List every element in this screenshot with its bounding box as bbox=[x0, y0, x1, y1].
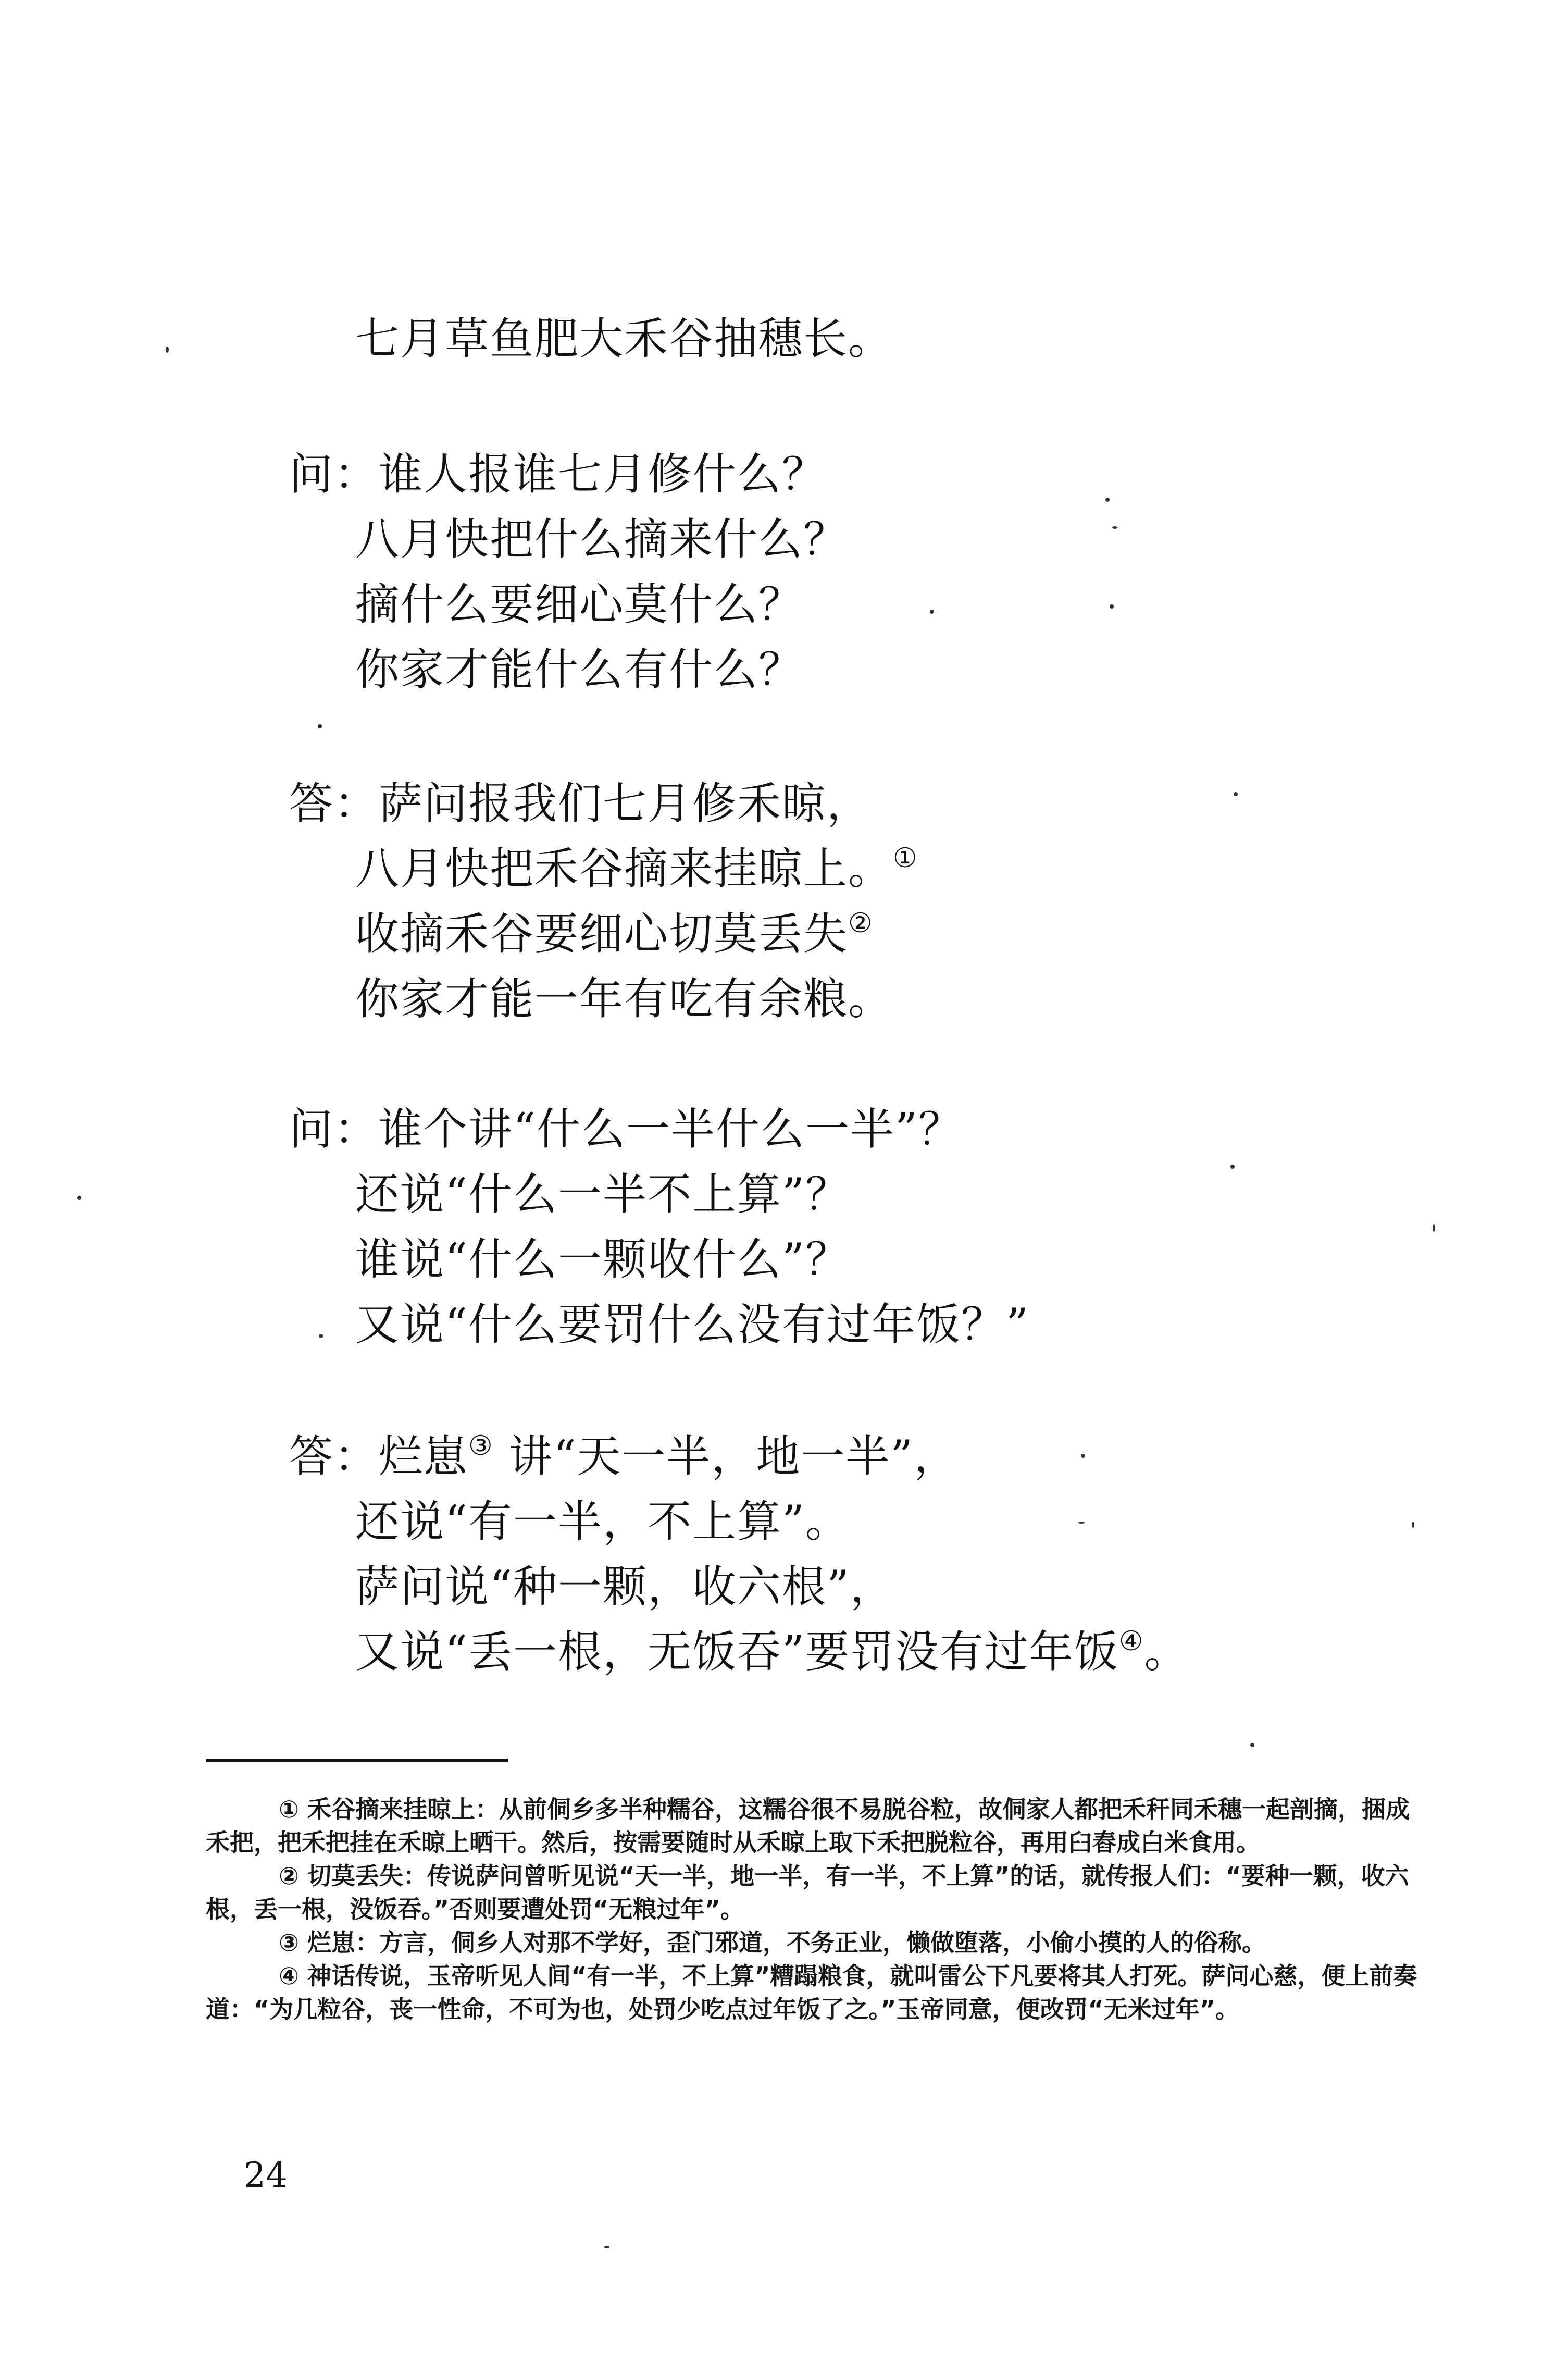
verse-text: 还说“什么一半不上算”？ bbox=[355, 1169, 850, 1220]
verse-text: 八月快把禾谷摘来挂晾上。 bbox=[355, 843, 893, 894]
verse-line bbox=[355, 1168, 850, 1220]
verse-line bbox=[355, 313, 893, 365]
scan-speck bbox=[318, 724, 322, 728]
verse-line bbox=[355, 578, 803, 630]
footnote-4: ④ 神话传说，玉帝听见人间“有一半，不上算”糟蹋粮食，就叫雷公下凡要将其人打死。萨问心慈，便上前奏道：“为几粒谷，丧一性命，不可为也，处罚少吃点过年饭了之。”玉帝同意，便改罚“无米过年”。 bbox=[206, 1962, 1417, 2023]
verse-text: 答：萨问报我们七月修禾晾， bbox=[289, 778, 872, 829]
verse-line bbox=[355, 1561, 895, 1613]
footnote-2: ② 切莫丢失：传说萨问曾听见说“天一半，地一半，有一半，不上算”的话，就传报人们：“要种一颗，收六根，丢一根，没饭吞。”否则要遭处罚“无粮过年”。 bbox=[206, 1862, 1409, 1923]
scan-speck bbox=[1230, 1165, 1235, 1169]
verse-text: 收摘禾谷要细心切莫丢失 bbox=[355, 908, 849, 959]
verse-line bbox=[289, 1430, 959, 1482]
verse-text: 八月快把什么摘来什么？ bbox=[355, 514, 849, 565]
footnote-mark: ④ bbox=[1118, 1626, 1144, 1657]
verse-line bbox=[355, 843, 918, 895]
scan-speck bbox=[604, 2246, 609, 2248]
verse-text: 又说“什么要罚什么没有过年饭？” bbox=[355, 1299, 1029, 1350]
scan-speck bbox=[166, 347, 169, 353]
scan-speck bbox=[1234, 792, 1238, 796]
verse-line bbox=[289, 448, 827, 500]
verse-line bbox=[355, 973, 893, 1025]
verse-line bbox=[355, 513, 848, 565]
verse-text: 七月草鱼肥大禾谷抽穗长。 bbox=[355, 313, 893, 364]
verse-text: 问：谁人报谁七月修什么？ bbox=[289, 449, 827, 500]
verse-line bbox=[289, 777, 872, 830]
footnote-3: ③ 烂崽：方言，侗乡人对那不学好，歪门邪道，不务正业，懒做堕落，小偷小摸的人的俗称。 bbox=[279, 1928, 1266, 1957]
footnotes bbox=[206, 1792, 1425, 2026]
scan-speck bbox=[1105, 498, 1110, 502]
footnote-mark: ② bbox=[848, 908, 874, 939]
verse-text: 问：谁个讲“什么一半什么一半”？ bbox=[289, 1104, 963, 1155]
scan-speck bbox=[1110, 604, 1114, 609]
scan-speck bbox=[1078, 1522, 1085, 1524]
footnote-mark: ③ bbox=[468, 1430, 494, 1462]
footnote-divider bbox=[206, 1759, 508, 1762]
verse-text: 讲“天一半，地一半”， bbox=[508, 1431, 959, 1482]
scan-speck bbox=[319, 1334, 323, 1338]
verse-line bbox=[355, 1233, 850, 1285]
scan-speck bbox=[1081, 1454, 1085, 1458]
scan-speck bbox=[1112, 526, 1117, 529]
verse-text: 答：烂崽 bbox=[289, 1431, 469, 1482]
verse-text: 还说“有一半，不上算”。 bbox=[355, 1496, 850, 1547]
scan-speck bbox=[77, 1196, 81, 1200]
verse-line bbox=[355, 644, 803, 696]
verse-text: 又说“丢一根，无饭吞”要罚没有过年饭 bbox=[355, 1626, 1119, 1677]
verse-text: 你家才能什么有什么？ bbox=[355, 644, 804, 695]
verse-text: 萨问说“种一颗，收六根”， bbox=[355, 1561, 895, 1612]
scan-speck bbox=[930, 610, 934, 614]
verse-line bbox=[355, 1298, 1029, 1351]
page-number: 24 bbox=[244, 2155, 288, 2195]
verse-text: 你家才能一年有吃有余粮。 bbox=[355, 973, 893, 1024]
verse-line bbox=[355, 1495, 850, 1548]
verse-text: 摘什么要细心莫什么？ bbox=[355, 579, 804, 630]
verse-text: 。 bbox=[1144, 1626, 1189, 1677]
scan-speck bbox=[1412, 1522, 1414, 1528]
verse-line bbox=[355, 1626, 1189, 1678]
scan-speck bbox=[1250, 1743, 1254, 1747]
footnote-mark: ① bbox=[893, 843, 918, 874]
footnote-1: ① 禾谷摘来挂晾上：从前侗乡多半种糯谷，这糯谷很不易脱谷粒，故侗家人都把禾秆同禾穗一起剖摘，捆成禾把，把禾把挂在禾晾上晒干。然后，按需要随时从禾晾上取下禾把脱粒谷，再用臼舂成白米食用。 bbox=[206, 1795, 1410, 1857]
verse-line bbox=[289, 1103, 963, 1155]
scan-speck bbox=[1433, 1224, 1435, 1232]
verse-text: 谁说“什么一颗收什么”？ bbox=[355, 1234, 850, 1285]
verse-line bbox=[355, 908, 874, 960]
